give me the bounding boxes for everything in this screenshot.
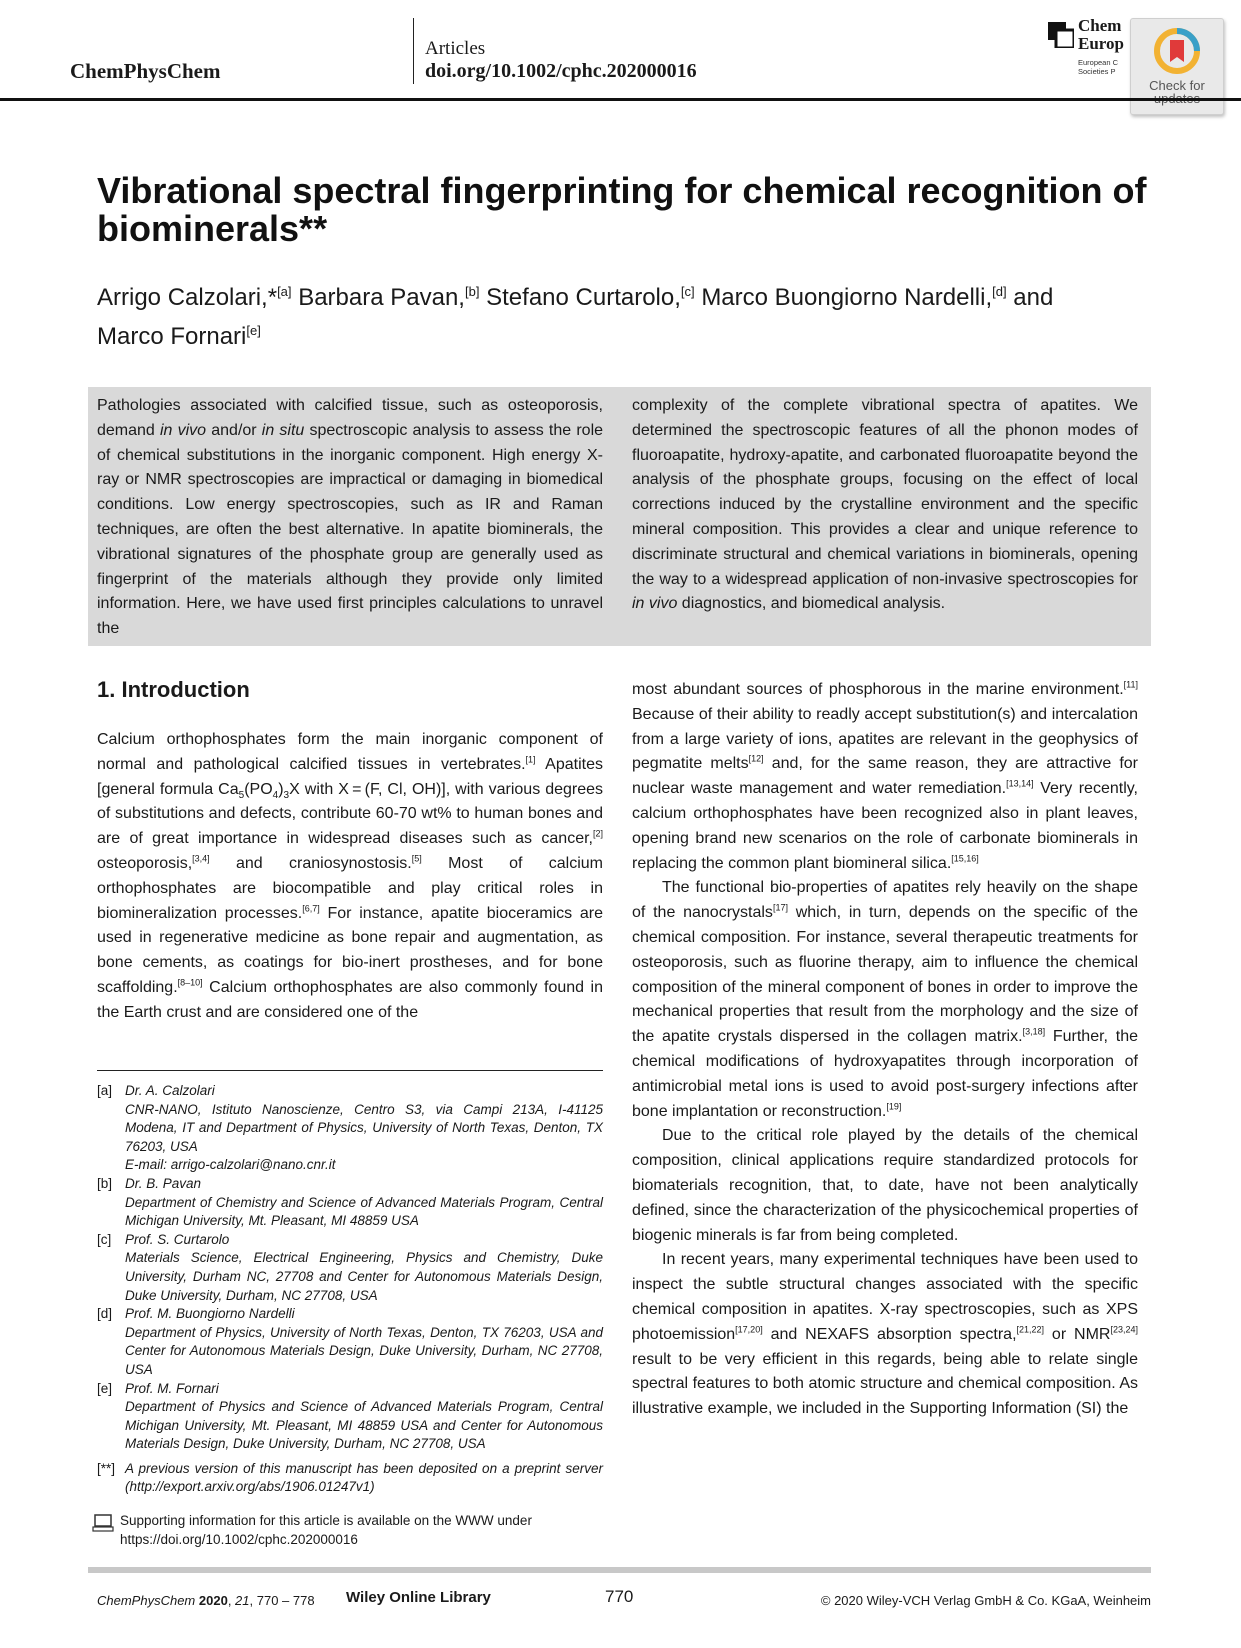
article-doi-link[interactable]: doi.org/10.1002/cphc.202000016 xyxy=(425,60,697,82)
copyright-notice: © 2020 Wiley-VCH Verlag GmbH & Co. KGaA, Weinheim xyxy=(820,1593,1151,1608)
section-heading: 1. Introduction xyxy=(97,677,250,702)
affiliation-footnotes xyxy=(97,1082,603,1497)
intro-left-column xyxy=(97,728,603,1026)
paragraph: most abundant sources of phosphorous in the marine environment.[11] Because of their ability to readly accept substitution(s) and intercalation from a large variety of ions, apatites are relevant in the geophysics of pegmatite melts[12] and, for the same reason, they are attractive for nuclear waste management and water remediation.[13,14] Very recently, calcium orthophosphates have been recognized also in plant leaves, opening brand new scenarios on the role of carbonate biominerals in replacing the common plant biomineral silica.[15,16] xyxy=(632,679,1139,872)
author: Marco Fornari xyxy=(97,323,247,350)
abstract-left-column: Pathologies associated with calcified tissue, such as osteoporosis, demand in vivo and/or in situ spectroscopic analysis to assess the role of chemical substitutions in the inorganic component. High energy X-ray or NMR spectroscopies are impractical or damaging in biomedical conditions. Low energy spectroscopies, such as IR and Raman techniques, are often the best alternative. In apatite biominerals, the vibrational signatures of the phosphate group are generally used as fingerprint of the materials although they provide only limited information. Here, we have used first principles calculations to unravel the xyxy=(97,397,604,638)
check-for-updates-button[interactable]: Check for xyxy=(1130,18,1224,115)
supporting-info-note: Supporting information for this article is available on the WWW under https://doi.org/10.1002/cphc.202000016 xyxy=(120,1513,532,1547)
paragraph: The functional bio-properties of apatites rely heavily on the shape of the nanocrystals[17] which, in turn, depends on the specific of the chemical composition. For instance, several therapeutic treatments for osteoporosis, such as fluorine therapy, aim to influence the chemical composition of the mineral component of bones in order to improve the mechanical properties that result from the morphology and the size of the apatite crystals dispersed in the collagen matrix.[3,18] Further, the chemical modifications of hydroxyapatites through incorporation of antimicrobial metal ions is used to avoid post-surgery infections after bone implantation or reconstruction.[19] xyxy=(632,879,1139,1120)
footnote-item: [e] Prof. M. Fornari Department of Physics and Science of Advanced Materials Program, Central Michigan University, Mt. Pleasant, MI 48859 USA and Center for Autonomous Materials Design, Duke University, Durham, NC 27708, USA xyxy=(97,1380,603,1452)
author-list: Arrigo Calzolari,*[a] Barbara Pavan,[b] Stefano Curtarolo,[c] Marco Buongiorno Nardelli,[d] and Marco Fornari[e] xyxy=(97,284,1054,350)
wiley-online-library-link[interactable]: Wiley Online Library xyxy=(346,1589,491,1606)
journal-name: ChemPhysChem xyxy=(70,59,221,83)
footnote-item: [d] Prof. M. Buongiorno Nardelli Department of Physics, University of North Texas, Denton, TX 76203, USA and Center for Autonomous Materials Design, Duke University, Durham, NC 27708, USA xyxy=(97,1306,603,1377)
author-affiliation: [b] xyxy=(464,284,480,299)
chemistry-europe-logo-icon xyxy=(1048,22,1074,48)
author-affiliation: [c] xyxy=(680,284,695,299)
author: Arrigo Calzolari,* xyxy=(97,284,278,311)
author: Marco Buongiorno Nardelli, xyxy=(701,284,993,311)
intro-right-column xyxy=(632,678,1138,1422)
publisher-logo-subtitle: European C Societies P xyxy=(1078,58,1119,76)
header-divider xyxy=(413,18,414,84)
author: Barbara Pavan, xyxy=(298,284,465,311)
author: Stefano Curtarolo, xyxy=(486,284,681,311)
author-affiliation: [d] xyxy=(992,284,1007,299)
author-affiliation: [a] xyxy=(277,284,292,299)
paragraph: Calcium orthophosphates form the main inorganic component of normal and pathological calcified tissues in vertebrates.[1] Apatites [general formula $Ca_5(PO_4)_3X$ with X = (F, Cl, OH)], with various degrees of substitutions and defects, contribute 60-70 wt% to human bones and are of great importance in widespread diseases such as cancer,[2] osteoporosis,[3,4] and craniosynostosis.[5] Most of calcium orthophosphates are biocompatible and play critical roles in biomineralization processes.[6,7] For instance, apatite bioceramics are used in regenerative medicine as bone repair and augmentation, as bone cements, as coatings for bio-inert prostheses, and for bone scaffolding.[8–10] Calcium orthophosphates are also commonly found in the Earth crust and are considered one of the xyxy=(97,731,604,1021)
paragraph: In recent years, many experimental techniques have been used to inspect the subtle structural changes associated with the specific chemical composition in apatites. X-ray spectroscopies, such as XPS photoemission[17,20] and NEXAFS absorption spectra,[21,22] or NMR[23,24] result to be very efficient in this regards, being able to relate single spectral features to both atomic structure and chemical composition. As illustrative example, we included in the Supporting Information (SI) the xyxy=(632,1251,1138,1418)
article-type: Articles xyxy=(425,38,486,59)
footnote-item: [c] Prof. S. Curtarolo Materials Science, Electrical Engineering, Physics and Chemistry, Duke University, Durham NC, 27708 and Center for Autonomous Materials Design, Duke University, Durham, NC 27708, USA xyxy=(97,1231,603,1303)
page-number: 770 xyxy=(605,1587,634,1606)
check-updates-icon xyxy=(1153,27,1201,75)
footnote-item: [a] Dr. A. Calzolari CNR-NANO, Istituto Nanoscienze, Centro S3, via Campi 213A, I-41125 Modena, IT and Department of Physics, University of North Texas, Denton, TX 76203, USA E-mail: arrigo-calzolari@nano.cnr.it xyxy=(97,1082,603,1175)
footnote-rule xyxy=(97,1070,603,1071)
author-affiliation: [e] xyxy=(246,323,261,338)
preprint-footnote: [**] A previous version of this manuscript has been deposited on a preprint server (http://export.arxiv.org/abs/1906.01247v1) xyxy=(97,1460,603,1495)
article-title: Vibrational spectral fingerprinting for chemical recognition of biominerals** xyxy=(97,170,1147,249)
footnote-item: [b] Dr. B. Pavan Department of Chemistry and Science of Advanced Materials Program, Central Michigan University, Mt. Pleasant, MI 48859 USA xyxy=(97,1175,603,1229)
publisher-logo-title: Chem Europ xyxy=(1078,16,1124,53)
paragraph: Due to the critical role played by the details of the chemical composition, clinical applications require standardized protocols for biomaterials recognition, that, to date, have not been analytically defined, since the characterization of the physicochemical properties of biogenic minerals is far from being completed. xyxy=(632,1127,1138,1244)
footer-citation: ChemPhysChem 2020, 21, 770 – 778 xyxy=(97,1593,315,1608)
footer-rule xyxy=(88,1567,1151,1573)
email-link[interactable]: E-mail: arrigo-calzolari@nano.cnr.it xyxy=(125,1157,336,1173)
abstract-right-column: complexity of the complete vibrational spectra of apatites. We determined the spectroscopic features of all the phonon modes of fluoroapatite, hydroxy-apatite, and carbonated fluoroapatite beyond the analysis of the phosphate groups, focusing on the effect of local corrections induced by the crystalline environment and the specific mineral composition. This provides a clear and unique reference to discriminate structural and chemical variations in biominerals, opening the way to a widespread application of non-invasive spectroscopies for in vivo diagnostics, and biomedical analysis. xyxy=(632,397,1138,613)
header-rule xyxy=(0,98,1241,101)
